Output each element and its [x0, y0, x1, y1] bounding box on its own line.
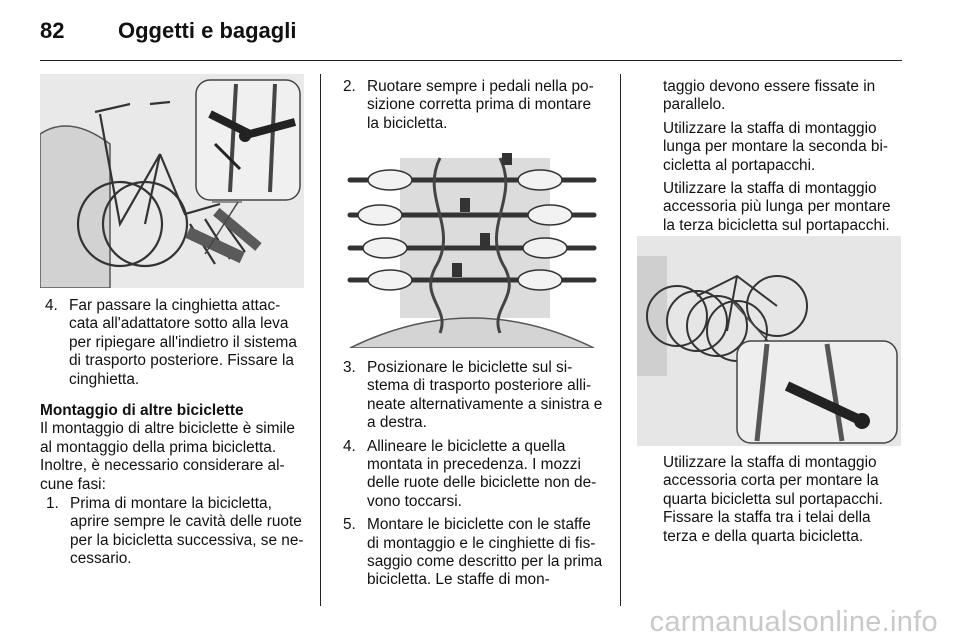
step-1-open-wheel-recesses	[46, 495, 306, 569]
header-rule	[40, 60, 902, 61]
watermark: carmanualsonline.info	[649, 606, 938, 638]
page-number: 82	[40, 18, 65, 43]
column-divider-1	[320, 74, 321, 606]
bike-rack-rear-illustration	[40, 74, 304, 288]
step-4-align-bikes	[343, 438, 605, 512]
step-number: 5.	[343, 516, 356, 534]
paragraph-parallel: taggio devono essere fissate in parallelo.	[663, 78, 876, 114]
section-intro: Il montaggio di altre biciclette è simile al montaggio della prima bicicletta. Inoltre, è necessario considerare al-cune fasi:	[40, 420, 295, 493]
step-text: Posizionare le biciclette sul si-stema di trasporto posteriore alli-neate alternativamente a sinistra e a destra.	[367, 359, 603, 432]
step-text: Ruotare sempre i pedali nella po-sizione corretta prima di montare la bicicletta.	[367, 78, 594, 132]
column-1-text	[45, 297, 307, 389]
four-bikes-illustration	[637, 236, 901, 446]
column-3-top-text	[663, 78, 905, 235]
step-3-position-bikes	[343, 359, 605, 433]
paragraph-second-bike: Utilizzare la staffa di montaggio lunga per montare la seconda bi-cicletta al portapacchi.	[663, 119, 889, 174]
step-text: Prima di montare la bicicletta, aprire sempre le cavità delle ruote per la bicicletta successiva, se ne-cessario.	[70, 495, 304, 568]
step-number: 2.	[343, 78, 356, 95]
section-heading: Montaggio di altre biciclette	[40, 402, 244, 419]
column-2-top-text	[343, 78, 605, 133]
paragraph-fourth-bike: Utilizzare la staffa di montaggio accessoria corta per montare la quarta bicicletta sul portapacchi. Fissare la staffa tra i telai della terza e della quarta bicicletta.	[663, 454, 883, 545]
step-number: 1.	[46, 495, 59, 513]
step-text: Allineare le biciclette a quella montata in precedenza. I mozzi delle ruote delle biciclette non de-vono toccarsi.	[367, 437, 597, 510]
page-header	[40, 18, 900, 58]
column-divider-2	[620, 74, 621, 606]
step-number: 3.	[343, 359, 356, 376]
column-2-steps	[343, 359, 605, 590]
paragraph-third-bike: Utilizzare la staffa di montaggio accessoria più lunga per montare la terza bicicletta sul portapacchi.	[663, 180, 891, 234]
step-text: Montare le biciclette con le staffe di montaggio e le cinghiette di fis-saggio come descritto per la prima bicicletta. Le staffe di mon-	[367, 516, 603, 589]
step-4-fixing-strap	[45, 297, 307, 389]
step-2-rotate-pedals	[343, 78, 605, 133]
step-number: 4.	[45, 297, 58, 314]
column-3-bottom-text	[663, 454, 905, 546]
step-number: 4.	[343, 437, 356, 455]
step-5-mount-with-brackets	[343, 516, 605, 590]
page-title: Oggetti e bagagli	[118, 18, 297, 43]
step-text: Far passare la cinghietta attac-cata all'adattatore sotto alla leva per ripiegare all'indietro il sistema di trasporto posteriore. Fissare la cinghietta.	[69, 297, 297, 388]
bike-rack-top-view-illustration	[340, 138, 604, 348]
additional-bikes-section	[40, 402, 306, 569]
